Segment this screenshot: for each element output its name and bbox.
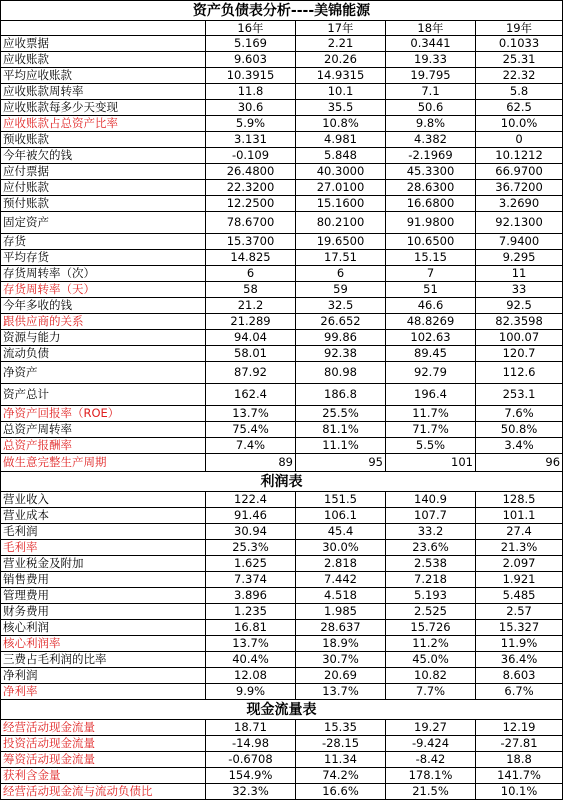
value-cell: 50.6 (386, 100, 476, 116)
value-cell: 2.525 (386, 604, 476, 620)
value-cell: 196.4 (386, 384, 476, 406)
value-cell: 6 (296, 266, 386, 282)
value-cell: 120.7 (476, 346, 563, 362)
value-cell: 178.1% (386, 768, 476, 784)
value-cell: 0.3441 (386, 36, 476, 52)
row-label: 应收账款占总资产比率 (1, 116, 206, 132)
value-cell: 6.7% (476, 684, 563, 700)
value-cell: 18.9% (296, 636, 386, 652)
value-cell: 66.9700 (476, 164, 563, 180)
value-cell: 21.5% (386, 784, 476, 800)
value-cell: 3.131 (206, 132, 296, 148)
value-cell: 22.3200 (206, 180, 296, 196)
value-cell: 11.9% (476, 636, 563, 652)
value-cell: 10.1% (476, 784, 563, 800)
value-cell: 33.2 (386, 524, 476, 540)
table-row (1, 422, 563, 438)
value-cell: 10.6500 (386, 234, 476, 250)
value-cell: 51 (386, 282, 476, 298)
value-cell: 4.981 (296, 132, 386, 148)
table-row (1, 540, 563, 556)
row-label: 存货 (1, 234, 206, 250)
value-cell: 15.1600 (296, 196, 386, 212)
table-row (1, 652, 563, 668)
row-label: 应付账款 (1, 180, 206, 196)
value-cell: 92.1300 (476, 212, 563, 234)
table-row (1, 454, 563, 472)
value-cell: 3.2690 (476, 196, 563, 212)
row-label: 管理费用 (1, 588, 206, 604)
value-cell: 40.3000 (296, 164, 386, 180)
table-row (1, 668, 563, 684)
value-cell: 5.193 (386, 588, 476, 604)
year-header-17: 17年 (296, 21, 386, 36)
row-label: 固定资产 (1, 212, 206, 234)
value-cell: 15.35 (296, 720, 386, 736)
row-label: 核心利润率 (1, 636, 206, 652)
table-row (1, 384, 563, 406)
value-cell: 91.9800 (386, 212, 476, 234)
value-cell: 11.34 (296, 752, 386, 768)
table-row (1, 752, 563, 768)
value-cell: 45.3300 (386, 164, 476, 180)
row-label: 销售费用 (1, 572, 206, 588)
value-cell: 12.08 (206, 668, 296, 684)
value-cell: 101 (386, 454, 476, 472)
row-label: 财务费用 (1, 604, 206, 620)
value-cell: 75.4% (206, 422, 296, 438)
table-row (1, 68, 563, 84)
value-cell: 78.6700 (206, 212, 296, 234)
value-cell: 9.9% (206, 684, 296, 700)
row-label: 应付票据 (1, 164, 206, 180)
value-cell: 0.1033 (476, 36, 563, 52)
value-cell: 40.4% (206, 652, 296, 668)
value-cell: 89 (206, 454, 296, 472)
value-cell: 91.46 (206, 508, 296, 524)
value-cell: -9.424 (386, 736, 476, 752)
row-label: 今年被欠的钱 (1, 148, 206, 164)
value-cell: 17.51 (296, 250, 386, 266)
table-row (1, 406, 563, 422)
value-cell: 7 (386, 266, 476, 282)
value-cell: 30.0% (296, 540, 386, 556)
table-row (1, 524, 563, 540)
value-cell: 101.1 (476, 508, 563, 524)
row-label: 今年多收的钱 (1, 298, 206, 314)
value-cell: 92.79 (386, 362, 476, 384)
value-cell: 18.71 (206, 720, 296, 736)
value-cell: 46.6 (386, 298, 476, 314)
table-row (1, 164, 563, 180)
row-label: 应收票据 (1, 36, 206, 52)
value-cell: 15.327 (476, 620, 563, 636)
value-cell: 21.2 (206, 298, 296, 314)
value-cell: 26.4800 (206, 164, 296, 180)
value-cell: 94.04 (206, 330, 296, 346)
table-row (1, 508, 563, 524)
value-cell: 28.637 (296, 620, 386, 636)
table-row (1, 250, 563, 266)
value-cell: 8.603 (476, 668, 563, 684)
value-cell: 15.726 (386, 620, 476, 636)
row-label: 核心利润 (1, 620, 206, 636)
value-cell: 95 (296, 454, 386, 472)
value-cell: 20.69 (296, 668, 386, 684)
value-cell: 5.5% (386, 438, 476, 454)
table-row (1, 266, 563, 282)
value-cell: -14.98 (206, 736, 296, 752)
table-row (1, 346, 563, 362)
value-cell: 16.6800 (386, 196, 476, 212)
value-cell: 106.1 (296, 508, 386, 524)
row-label: 应收账款每多少天变现 (1, 100, 206, 116)
row-label: 平均应收账款 (1, 68, 206, 84)
value-cell: 7.1 (386, 84, 476, 100)
value-cell: 92.38 (296, 346, 386, 362)
value-cell: 2.818 (296, 556, 386, 572)
balance-sheet-title: 资产负债表分析----美锦能源 (1, 1, 563, 21)
income-statement-title: 利润表 (1, 472, 563, 492)
value-cell: 100.07 (476, 330, 563, 346)
value-cell: 58 (206, 282, 296, 298)
value-cell: 32.3% (206, 784, 296, 800)
value-cell: 102.63 (386, 330, 476, 346)
value-cell: 87.92 (206, 362, 296, 384)
value-cell: 7.218 (386, 572, 476, 588)
value-cell: 10.82 (386, 668, 476, 684)
value-cell: 23.6% (386, 540, 476, 556)
value-cell: 1.625 (206, 556, 296, 572)
value-cell: 9.8% (386, 116, 476, 132)
value-cell: 14.9315 (296, 68, 386, 84)
value-cell: 21.289 (206, 314, 296, 330)
row-label: 流动负债 (1, 346, 206, 362)
table-row (1, 314, 563, 330)
value-cell: 5.169 (206, 36, 296, 52)
value-cell: 25.3% (206, 540, 296, 556)
value-cell: 99.86 (296, 330, 386, 346)
table-row (1, 36, 563, 52)
value-cell: 80.2100 (296, 212, 386, 234)
cash-flow-statement-title-row (1, 700, 563, 720)
value-cell: 58.01 (206, 346, 296, 362)
value-cell: 122.4 (206, 492, 296, 508)
value-cell: 9.295 (476, 250, 563, 266)
value-cell: 27.4 (476, 524, 563, 540)
value-cell: 28.6300 (386, 180, 476, 196)
value-cell: 6 (206, 266, 296, 282)
value-cell: 10.1 (296, 84, 386, 100)
value-cell: 253.1 (476, 384, 563, 406)
value-cell: 11.2% (386, 636, 476, 652)
value-cell: 26.652 (296, 314, 386, 330)
value-cell: 1.985 (296, 604, 386, 620)
value-cell: 11 (476, 266, 563, 282)
value-cell: 82.3598 (476, 314, 563, 330)
value-cell: 30.7% (296, 652, 386, 668)
table-row (1, 362, 563, 384)
year-header-19: 19年 (476, 21, 563, 36)
value-cell: 81.1% (296, 422, 386, 438)
value-cell: 7.374 (206, 572, 296, 588)
table-row (1, 330, 563, 346)
row-label: 营业税金及附加 (1, 556, 206, 572)
value-cell: 0 (476, 132, 563, 148)
value-cell: 45.4 (296, 524, 386, 540)
value-cell: 13.7% (206, 636, 296, 652)
row-label: 净利率 (1, 684, 206, 700)
value-cell: 19.795 (386, 68, 476, 84)
row-label: 平均存货 (1, 250, 206, 266)
value-cell: 92.5 (476, 298, 563, 314)
header-blank-cell (1, 21, 206, 36)
table-row (1, 620, 563, 636)
value-cell: 12.19 (476, 720, 563, 736)
value-cell: 27.0100 (296, 180, 386, 196)
value-cell: 14.825 (206, 250, 296, 266)
value-cell: 13.7% (296, 684, 386, 700)
value-cell: 80.98 (296, 362, 386, 384)
value-cell: 33 (476, 282, 563, 298)
value-cell: 36.4% (476, 652, 563, 668)
table-row (1, 52, 563, 68)
table-row (1, 148, 563, 164)
row-label: 总资产周转率 (1, 422, 206, 438)
cash-flow-statement-title: 现金流量表 (1, 700, 563, 720)
table-row (1, 572, 563, 588)
table-row (1, 588, 563, 604)
value-cell: 25.31 (476, 52, 563, 68)
row-label: 净利润 (1, 668, 206, 684)
row-label: 应收账款 (1, 52, 206, 68)
value-cell: 48.8269 (386, 314, 476, 330)
balance-title-row (1, 1, 563, 21)
row-label: 总资产报酬率 (1, 438, 206, 454)
value-cell: 11.1% (296, 438, 386, 454)
row-label: 营业成本 (1, 508, 206, 524)
year-header-row (1, 21, 563, 36)
value-cell: 3.896 (206, 588, 296, 604)
value-cell: 15.15 (386, 250, 476, 266)
value-cell: 5.8 (476, 84, 563, 100)
value-cell: 16.81 (206, 620, 296, 636)
value-cell: 7.4% (206, 438, 296, 454)
row-label: 经营活动现金流量 (1, 720, 206, 736)
value-cell: 107.7 (386, 508, 476, 524)
value-cell: 62.5 (476, 100, 563, 116)
row-label: 获利含金量 (1, 768, 206, 784)
row-label: 预收账款 (1, 132, 206, 148)
value-cell: 151.5 (296, 492, 386, 508)
row-label: 跟供应商的关系 (1, 314, 206, 330)
table-row (1, 180, 563, 196)
row-label: 营业收入 (1, 492, 206, 508)
value-cell: 71.7% (386, 422, 476, 438)
value-cell: 96 (476, 454, 563, 472)
value-cell: 154.9% (206, 768, 296, 784)
value-cell: 20.26 (296, 52, 386, 68)
table-row (1, 298, 563, 314)
table-row (1, 492, 563, 508)
value-cell: 128.5 (476, 492, 563, 508)
value-cell: 22.32 (476, 68, 563, 84)
value-cell: -8.42 (386, 752, 476, 768)
value-cell: 2.097 (476, 556, 563, 572)
value-cell: 7.7% (386, 684, 476, 700)
row-label: 资源与能力 (1, 330, 206, 346)
row-label: 做生意完整生产周期 (1, 454, 206, 472)
table-row (1, 234, 563, 250)
value-cell: 140.9 (386, 492, 476, 508)
row-label: 净资产回报率（ROE） (1, 406, 206, 422)
row-label: 存货周转率（次） (1, 266, 206, 282)
value-cell: 9.603 (206, 52, 296, 68)
row-label: 毛利率 (1, 540, 206, 556)
value-cell: 35.5 (296, 100, 386, 116)
value-cell: 59 (296, 282, 386, 298)
year-header-16: 16年 (206, 21, 296, 36)
table-row (1, 132, 563, 148)
value-cell: 10.0% (476, 116, 563, 132)
value-cell: 10.1212 (476, 148, 563, 164)
table-row (1, 84, 563, 100)
value-cell: 1.921 (476, 572, 563, 588)
value-cell: 4.382 (386, 132, 476, 148)
value-cell: 5.485 (476, 588, 563, 604)
value-cell: 2.21 (296, 36, 386, 52)
value-cell: 36.7200 (476, 180, 563, 196)
value-cell: 50.8% (476, 422, 563, 438)
value-cell: 7.442 (296, 572, 386, 588)
table-row (1, 768, 563, 784)
value-cell: -2.1969 (386, 148, 476, 164)
value-cell: 19.6500 (296, 234, 386, 250)
value-cell: 30.94 (206, 524, 296, 540)
value-cell: 89.45 (386, 346, 476, 362)
table-row (1, 720, 563, 736)
row-label: 净资产 (1, 362, 206, 384)
value-cell: 10.3915 (206, 68, 296, 84)
value-cell: 11.8 (206, 84, 296, 100)
row-label: 投资活动现金流量 (1, 736, 206, 752)
value-cell: 19.27 (386, 720, 476, 736)
row-label: 筹资活动现金流量 (1, 752, 206, 768)
value-cell: -0.109 (206, 148, 296, 164)
value-cell: 25.5% (296, 406, 386, 422)
value-cell: -0.6708 (206, 752, 296, 768)
value-cell: 5.9% (206, 116, 296, 132)
table-row (1, 116, 563, 132)
value-cell: 30.6 (206, 100, 296, 116)
row-label: 资产总计 (1, 384, 206, 406)
row-label: 三费占毛利润的比率 (1, 652, 206, 668)
table-row (1, 604, 563, 620)
table-row (1, 684, 563, 700)
row-label: 经营活动现金流与流动负债比 (1, 784, 206, 800)
value-cell: 45.0% (386, 652, 476, 668)
value-cell: 74.2% (296, 768, 386, 784)
row-label: 应收账款周转率 (1, 84, 206, 100)
value-cell: 19.33 (386, 52, 476, 68)
table-row (1, 282, 563, 298)
value-cell: 112.6 (476, 362, 563, 384)
value-cell: 7.9400 (476, 234, 563, 250)
row-label: 存货周转率（天） (1, 282, 206, 298)
value-cell: 3.4% (476, 438, 563, 454)
value-cell: -28.15 (296, 736, 386, 752)
value-cell: 1.235 (206, 604, 296, 620)
table-row (1, 556, 563, 572)
table-row (1, 736, 563, 752)
value-cell: 13.7% (206, 406, 296, 422)
value-cell: 18.8 (476, 752, 563, 768)
table-row (1, 636, 563, 652)
value-cell: 21.3% (476, 540, 563, 556)
value-cell: -27.81 (476, 736, 563, 752)
value-cell: 11.7% (386, 406, 476, 422)
value-cell: 2.57 (476, 604, 563, 620)
value-cell: 16.6% (296, 784, 386, 800)
row-label: 毛利润 (1, 524, 206, 540)
income-statement-title-row (1, 472, 563, 492)
table-row (1, 100, 563, 116)
sheet-body (1, 1, 563, 800)
value-cell: 2.538 (386, 556, 476, 572)
value-cell: 12.2500 (206, 196, 296, 212)
value-cell: 162.4 (206, 384, 296, 406)
year-header-18: 18年 (386, 21, 476, 36)
value-cell: 4.518 (296, 588, 386, 604)
value-cell: 5.848 (296, 148, 386, 164)
value-cell: 15.3700 (206, 234, 296, 250)
row-label: 预付账款 (1, 196, 206, 212)
table-row (1, 438, 563, 454)
value-cell: 32.5 (296, 298, 386, 314)
table-row (1, 212, 563, 234)
value-cell: 10.8% (296, 116, 386, 132)
table-row (1, 784, 563, 800)
value-cell: 141.7% (476, 768, 563, 784)
table-row (1, 196, 563, 212)
value-cell: 7.6% (476, 406, 563, 422)
value-cell: 186.8 (296, 384, 386, 406)
